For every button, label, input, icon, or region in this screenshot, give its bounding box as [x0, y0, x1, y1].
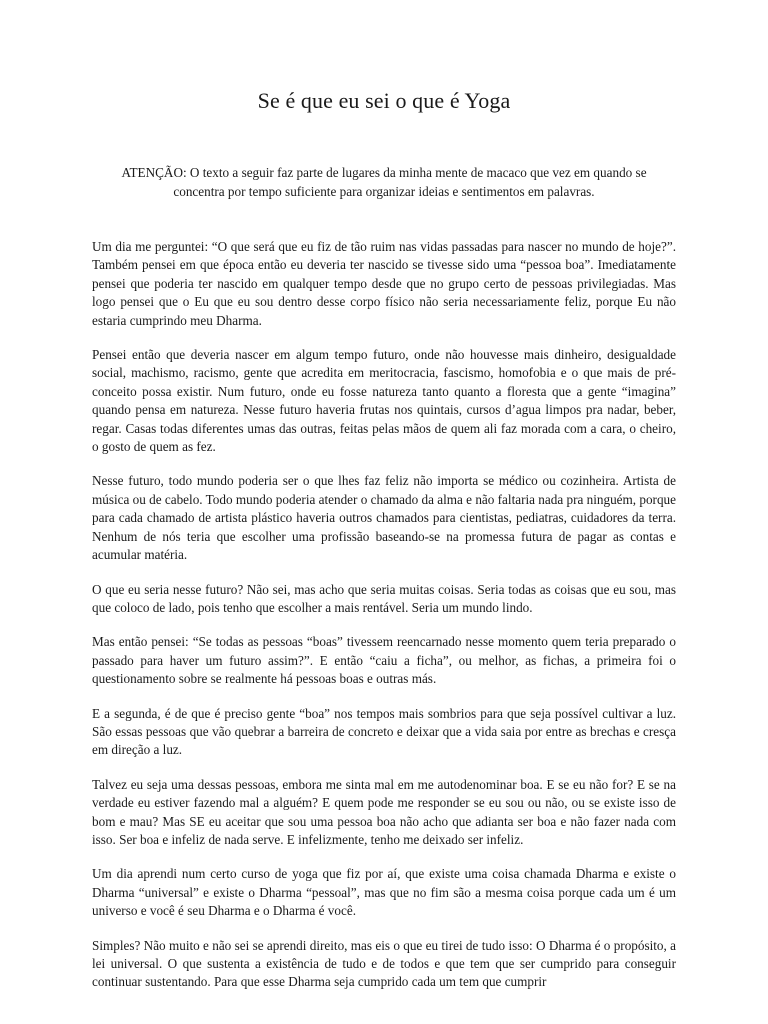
paragraph-4: O que eu seria nesse futuro? Não sei, mas acho que seria muitas coisas. Seria todas as coisas que eu sou, mas que coloco de lado, pois tenho que escolher a mais rentável. Seria um mundo lindo. [92, 581, 676, 615]
paragraph-3: Nesse futuro, todo mundo poderia ser o que lhes faz feliz não importa se médico ou cozinheira. Artista de música ou de cabelo. Todo mundo poderia atender o chamado da alma e não faltaria nada pra ninguém, porque para cada chamado de artista plástico haveria outros chamados para cientistas, pediatras, cuidadores da terra. Nenhum de nós teria que escolher uma profissão baseando-se na promessa futura de pagar as contas e acumular matéria. [92, 473, 676, 563]
attention-notice: ATENÇÃO: O texto a seguir faz parte de lugares da minha mente de macaco que vez em quando se concentra por tempo suficiente para organizar ideias e sentimentos em palavras. [121, 165, 647, 199]
paragraph-8: Um dia aprendi num certo curso de yoga que fiz por aí, que existe uma coisa chamada Dharma e existe o Dharma “universal” e existe o Dharma “pessoal”, mas que no fim são a mesma coisa porque cada um é um universo e você é seu Dharma e o Dharma é você. [92, 866, 676, 919]
document-title: Se é que eu sei o que é Yoga [257, 88, 511, 113]
paragraph-9: Simples? Não muito e não sei se aprendi direito, mas eis o que eu tirei de tudo isso: O Dharma é o propósito, a lei universal. O que sustenta a existência de tudo e de todos e que tem que ser cumprido para conseguir continuar sustentando. Para que esse Dharma seja cumprido cada um tem que cumprir [92, 937, 676, 990]
document-body [92, 238, 676, 1008]
paragraph-2: Pensei então que deveria nascer em algum tempo futuro, onde não houvesse mais dinheiro, desigualdade social, machismo, racismo, gente que acredita em meritocracia, fascismo, homofobia e o que mais de pré-conceito possa existir. Num futuro, onde eu fosse natureza tanto quanto a floresta que a gente “imagina” quando pensa em natureza. Nesse futuro haveria frutas nos quintais, cursos d’agua limpos pra nadar, beber, regar. Casas todas diferentes umas das outras, feitas pelas mãos de quem ali faz morada com a cara, o cheiro, o gosto de quem as fez. [92, 347, 676, 455]
paragraph-7: Talvez eu seja uma dessas pessoas, embora me sinta mal em me autodenominar boa. E se eu não for? E se na verdade eu estiver fazendo mal a alguém? E quem pode me responder se eu sou ou não, ou se existe isso de bom e mau? Mas SE eu aceitar que sou uma pessoa boa não acho que adianta ser boa e não fazer nada com isso. Ser boa e infeliz de nada serve. E infelizmente, tenho me deixado ser infeliz. [92, 776, 676, 847]
paragraph-1: Um dia me perguntei: “O que será que eu fiz de tão ruim nas vidas passadas para nascer no mundo de hoje?”. Também pensei em que época então eu deveria ter nascido se tivesse sido uma “pessoa boa”. Imediatamente pensei que poderia ter nascido em qualquer tempo desde que no grupo certo de pessoas privilegiadas. Mas logo pensei que o Eu que eu sou dentro desse corpo físico não seria necessariamente feliz, porque Eu não estaria cumprindo meu Dharma. [92, 239, 676, 328]
paragraph-6: E a segunda, é de que é preciso gente “boa” nos tempos mais sombrios para que seja possível cultivar a luz. São essas pessoas que vão quebrar a barreira de concreto e deixar que a vida saia por entre as brechas e cresça em direção a luz. [92, 705, 676, 758]
paragraph-5: Mas então pensei: “Se todas as pessoas “boas” tivessem reencarnado nesse momento quem teria preparado o passado para haver um futuro assim?”. E então “caiu a ficha”, ou melhor, as fichas, a primeira foi o questionamento sobre se realmente há pessoas boas e outras más. [92, 634, 676, 687]
